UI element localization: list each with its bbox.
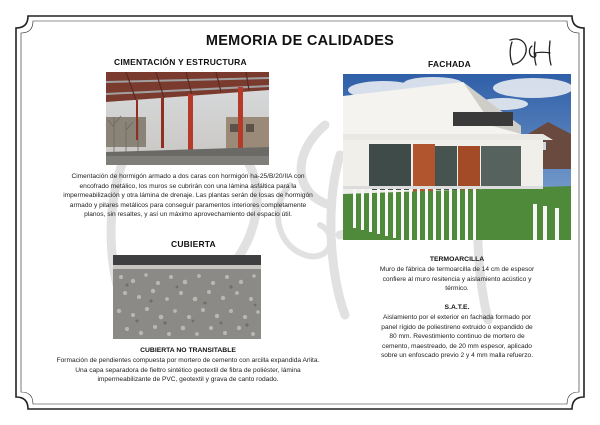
text-line: impermeabilizante de PVC, geotextil y grava de canto rodado. xyxy=(97,376,279,384)
text-line: Cimentación de hormigón armado a dos caras con hormigón ha-25/B/20/IIA con xyxy=(71,173,305,180)
cimentacion-description xyxy=(38,172,338,220)
text-line: térmico. xyxy=(445,285,469,293)
text-line: cemento, maestreado, de 20 mm espesor, aplicado xyxy=(382,342,532,350)
text-line: panel rígido de poliestireno extruido o expandido de xyxy=(381,323,533,331)
structure-photo xyxy=(106,72,269,165)
facade-photo xyxy=(343,74,571,240)
text-line: 80 mm. Revestimiento continuo de mortero de xyxy=(389,333,525,341)
sate-heading: S.A.T.E. xyxy=(444,304,470,311)
sate-description xyxy=(343,313,571,361)
section-heading-fachada: FACHADA xyxy=(428,59,471,69)
termoarcilla-heading: TERMOARCILLA xyxy=(429,256,485,263)
text-line: Aislamiento por el exterior en fachada formado por xyxy=(382,314,532,321)
roof-gravel-photo xyxy=(113,255,261,339)
termoarcilla-description xyxy=(343,265,571,294)
cubierta-subheading: CUBIERTA NO TRANSITABLE xyxy=(140,347,236,354)
text-line: Formación de pendientes compuesta por mortero de cemento con arcilla expandida Arlita. xyxy=(56,357,320,364)
brand-logo xyxy=(505,34,553,68)
text-line: Muro de fábrica de termoarcilla de 14 cm de espesor xyxy=(379,266,535,273)
text-line: sobre un enfoscado previo 2 y 4 mm malla refuerzo. xyxy=(380,352,534,360)
section-heading-cimentacion: CIMENTACIÓN Y ESTRUCTURA xyxy=(114,57,247,67)
cubierta-description xyxy=(38,356,338,385)
text-line: impermeabilización y otra lámina de drenaje. Las plantas serán de losas de hormigón xyxy=(63,192,313,200)
text-line: confiere al muro resitencia y aislamiento acústico y xyxy=(382,275,532,283)
text-line: planos, sin resaltes, y así un máximo aprovechamiento del espacio útil. xyxy=(84,211,292,219)
section-heading-cubierta: CUBIERTA xyxy=(171,239,216,249)
page-title: MEMORIA DE CALIDADES xyxy=(205,33,395,49)
text-line: Una capa separadora de fieltro sintético geotextil de fibra de poliéster, lámina xyxy=(75,366,301,374)
text-line: encofrado metálico, los muros se cubrirán con una lámina asfáltica para la xyxy=(79,182,297,190)
text-line: armado y pilares metálicos para conseguir paramentos interiores completamente xyxy=(69,201,307,209)
